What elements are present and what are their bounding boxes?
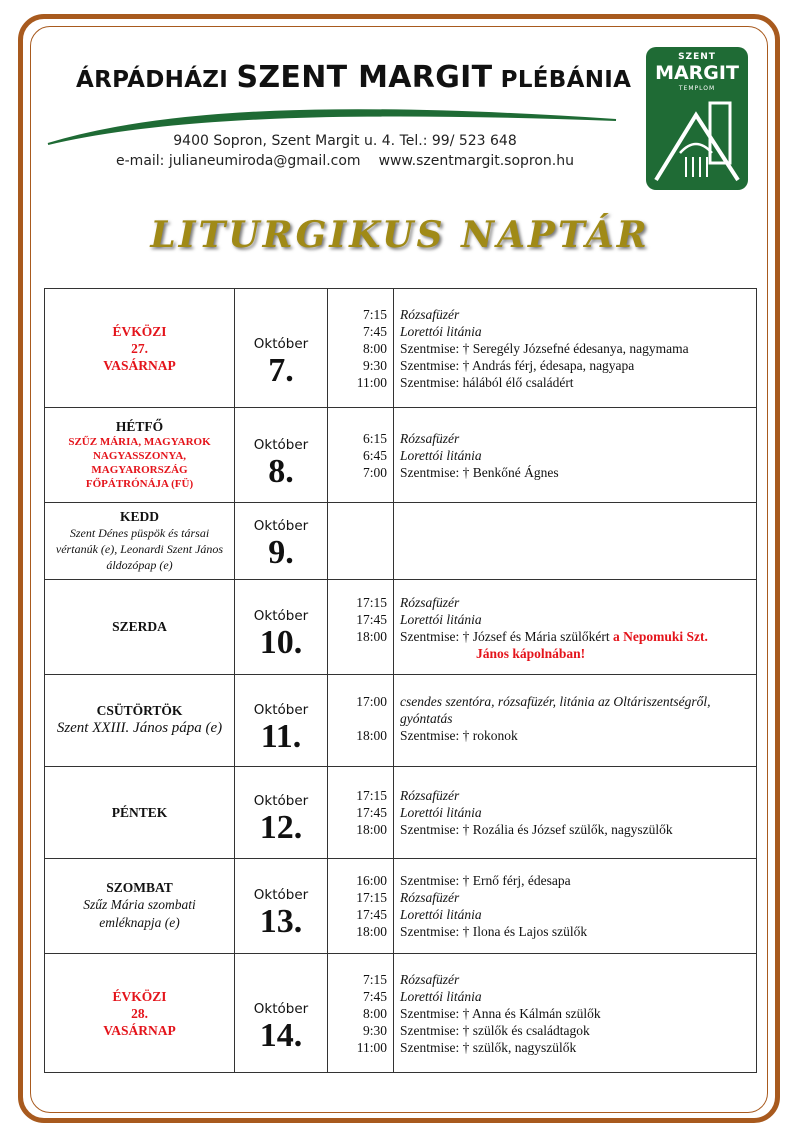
events-cell: Rózsafüzér Lorettói litánia Szentmise: † Seregély Józsefné édesanya, nagymama Szentmise: † András férj, édesapa, nagyapa Szentmise: hálából élő családért — [394, 289, 757, 408]
table-row — [45, 580, 757, 675]
events-cell — [394, 503, 757, 580]
table-row — [45, 408, 757, 503]
table-row — [45, 767, 757, 859]
events-cell: Rózsafüzér Lorettói litánia Szentmise: † Benkőné Ágnes — [394, 408, 757, 503]
table-row — [45, 503, 757, 580]
times-cell: 6:15 6:45 7:00 — [328, 408, 394, 503]
times-cell: 17:00 18:00 — [328, 675, 394, 767]
times-cell: 7:15 7:45 8:00 9:30 11:00 — [328, 954, 394, 1073]
day-cell: SZOMBAT Szűz Mária szombati emléknapja (e) — [45, 859, 235, 954]
times-cell: 17:15 17:45 18:00 — [328, 580, 394, 675]
website-link[interactable]: www.szentmargit.sopron.hu — [378, 153, 574, 169]
page-title: LITURGIKUS NAPTÁR — [150, 214, 650, 256]
church-icon — [646, 95, 748, 190]
date-cell: Október 13. — [235, 859, 328, 954]
times-cell — [328, 503, 394, 580]
day-cell: CSÜTÖRTÖK Szent XXIII. János pápa (e) — [45, 675, 235, 767]
events-cell: csendes szentóra, rózsafüzér, litánia az Oltáriszentségről, gyóntatás Szentmise: † rokonok — [394, 675, 757, 767]
day-cell: ÉVKÖZI 27. VASÁRNAP — [45, 289, 235, 408]
date-cell: Október 10. — [235, 580, 328, 675]
events-cell: Szentmise: † Ernő férj, édesapa Rózsafüzér Lorettói litánia Szentmise: † Ilona és Lajos szülők — [394, 859, 757, 954]
day-cell: PÉNTEK — [45, 767, 235, 859]
events-cell: Rózsafüzér Lorettói litánia Szentmise: † Anna és Kálmán szülők Szentmise: † szülők és családtagok Szentmise: † szülők, nagyszülők — [394, 954, 757, 1073]
day-cell: KEDD Szent Dénes püspök és társai vértanúk (e), Leonardi Szent János áldozópap (e) — [45, 503, 235, 580]
date-cell: Október 7. — [235, 289, 328, 408]
times-cell: 16:00 17:15 17:45 18:00 — [328, 859, 394, 954]
table-row — [45, 675, 757, 767]
date-cell: Október 11. — [235, 675, 328, 767]
address-line: 9400 Sopron, Szent Margit u. 4. Tel.: 99/ 523 648 — [173, 133, 517, 149]
date-cell: Október 12. — [235, 767, 328, 859]
parish-name: ÁRPÁDHÁZI SZENT MARGIT PLÉBÁNIA — [76, 60, 632, 95]
date-cell: Október 9. — [235, 503, 328, 580]
table-row — [45, 954, 757, 1073]
email-link[interactable]: e-mail: julianeumiroda@gmail.com — [116, 153, 361, 169]
day-cell: ÉVKÖZI 28. VASÁRNAP — [45, 954, 235, 1073]
events-cell: Rózsafüzér Lorettói litánia Szentmise: † Rozália és József szülők, nagyszülők — [394, 767, 757, 859]
times-cell: 17:15 17:45 18:00 — [328, 767, 394, 859]
location-note: a Nepomuki Szt. — [612, 629, 708, 644]
day-cell: SZERDA — [45, 580, 235, 675]
date-cell: Október 14. — [235, 954, 328, 1073]
day-cell: HÉTFŐ SZŰZ MÁRIA, MAGYAROK NAGYASSZONYA, MAGYARORSZÁG FŐPÁTRÓNÁJA (FÜ) — [45, 408, 235, 503]
table-row — [45, 859, 757, 954]
church-logo: SZENT MARGIT TEMPLOM — [646, 47, 748, 190]
times-cell: 7:15 7:45 8:00 9:30 11:00 — [328, 289, 394, 408]
contact-line — [0, 153, 690, 169]
table-row — [45, 289, 757, 408]
date-cell: Október 8. — [235, 408, 328, 503]
events-cell: Rózsafüzér Lorettói litánia Szentmise: † József és Mária szülőkért a Nepomuki Szt. János kápolnában! — [394, 580, 757, 675]
liturgical-calendar-table — [44, 288, 757, 1073]
